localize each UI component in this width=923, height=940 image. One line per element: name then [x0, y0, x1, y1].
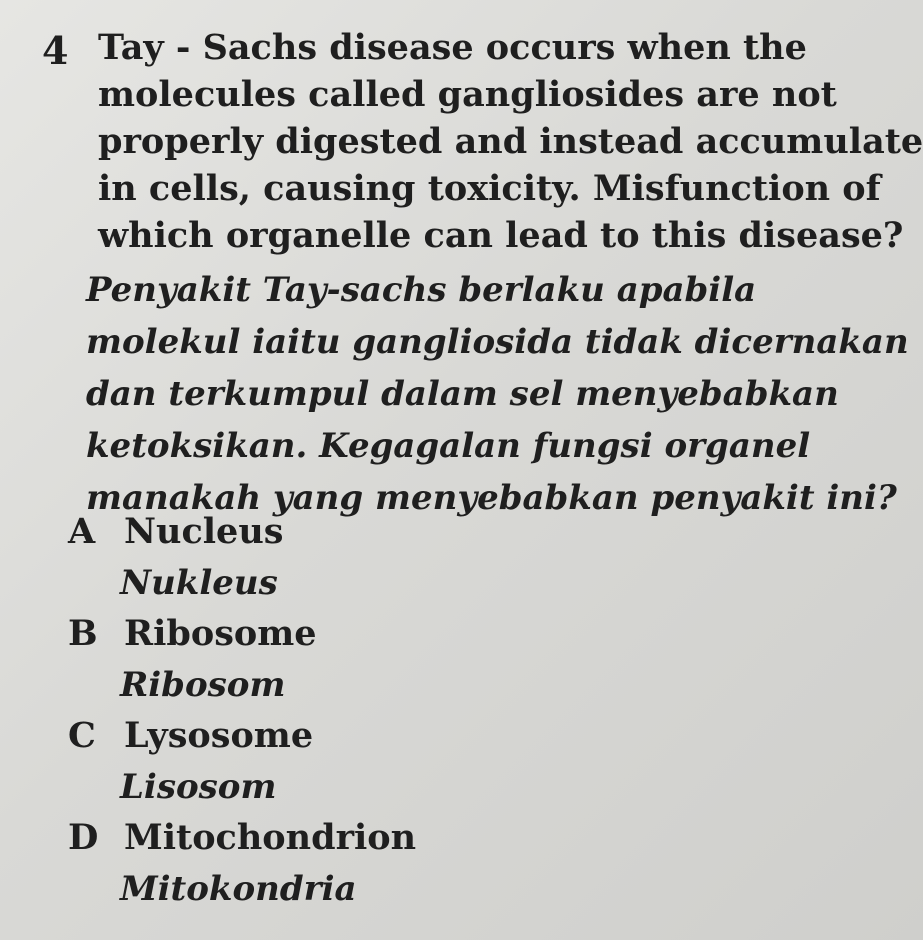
- option-translation: Ribosom: [120, 665, 286, 705]
- question-translation: [86, 264, 909, 524]
- option-b: [68, 608, 768, 710]
- option-main: [68, 608, 768, 660]
- translation-line: manakah yang menyebabkan penyakit ini?: [86, 478, 897, 518]
- stem-line: which organelle can lead to this disease?: [98, 215, 904, 256]
- option-main: [68, 506, 768, 558]
- option-a: [68, 506, 768, 608]
- option-translation: Nukleus: [120, 563, 278, 603]
- translation-line: dan terkumpul dalam sel menyebabkan: [86, 374, 839, 414]
- option-main: [68, 812, 768, 864]
- option-letter: B: [68, 613, 98, 654]
- translation-line: molekul iaitu gangliosida tidak dicernakan: [86, 322, 909, 362]
- option-letter: D: [68, 817, 99, 858]
- option-c: [68, 710, 768, 812]
- option-d: [68, 812, 768, 914]
- translation-line: ketoksikan. Kegagalan fungsi organel: [86, 426, 811, 466]
- option-main: [68, 710, 768, 762]
- option-translation: Mitokondria: [120, 869, 357, 909]
- option-text: Ribosome: [124, 613, 317, 654]
- option-text: Mitochondrion: [124, 817, 417, 858]
- option-text: Nucleus: [124, 511, 284, 552]
- option-letter: C: [68, 715, 96, 756]
- option-text: Lysosome: [124, 715, 314, 756]
- stem-line: properly digested and instead accumulate: [98, 121, 923, 162]
- answer-options: [68, 506, 768, 914]
- option-letter: A: [68, 511, 96, 552]
- stem-line: in cells, causing toxicity. Misfunction of: [98, 168, 881, 209]
- stem-line: molecules called gangliosides are not: [98, 74, 837, 115]
- translation-line: Penyakit Tay-sachs berlaku apabila: [86, 270, 757, 310]
- stem-line: Tay - Sachs disease occurs when the: [98, 27, 807, 68]
- option-translation: Lisosom: [120, 767, 277, 807]
- question-number: 4: [42, 28, 69, 73]
- question-stem: [98, 24, 923, 259]
